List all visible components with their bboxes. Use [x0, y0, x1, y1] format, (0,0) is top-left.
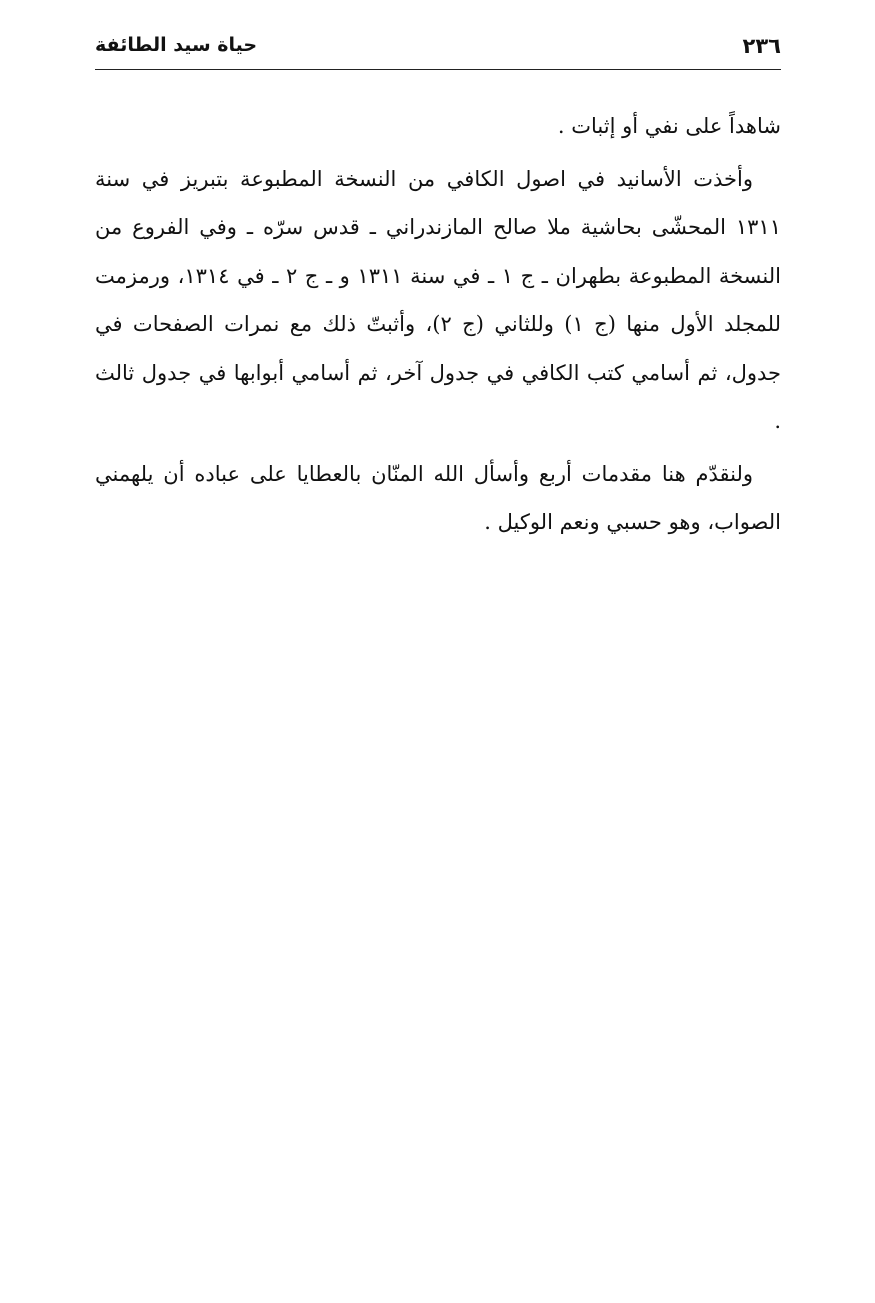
page-number: ٢٣٦: [742, 34, 781, 58]
paragraph: ولنقدّم هنا مقدمات أربع وأسأل الله المنّان بالعطايا على عباده أن يلهمني الصواب، وهو حسبي ونعم الوكيل .: [95, 461, 781, 534]
paragraph: وأخذت الأسانيد في اصول الكافي من النسخة المطبوعة بتبريز في سنة ١٣١١ المحشّى بحاشية ملا صالح المازندراني ـ قدس سرّه ـ وفي الفروع من النسخة المطبوعة بطهران ـ ج ١ ـ في سنة ١٣١١ و ـ ج ٢ ـ في ١٣١٤، ورمزمت للمجلد الأول منها (ج ١) وللثاني (ج ٢)، وأثبتّ ذلك مع نمرات الصفحات في جدول، ثم أسامي كتب الكافي في جدول آخر، ثم أسامي أبوابها في جدول ثالث .: [95, 166, 781, 433]
header-divider: [95, 69, 781, 70]
paragraph: شاهداً على نفي أو إثبات .: [557, 114, 781, 138]
page-header: [95, 30, 781, 68]
running-title: حياة سيد الطائفة: [95, 34, 258, 56]
body-text: [95, 102, 781, 551]
